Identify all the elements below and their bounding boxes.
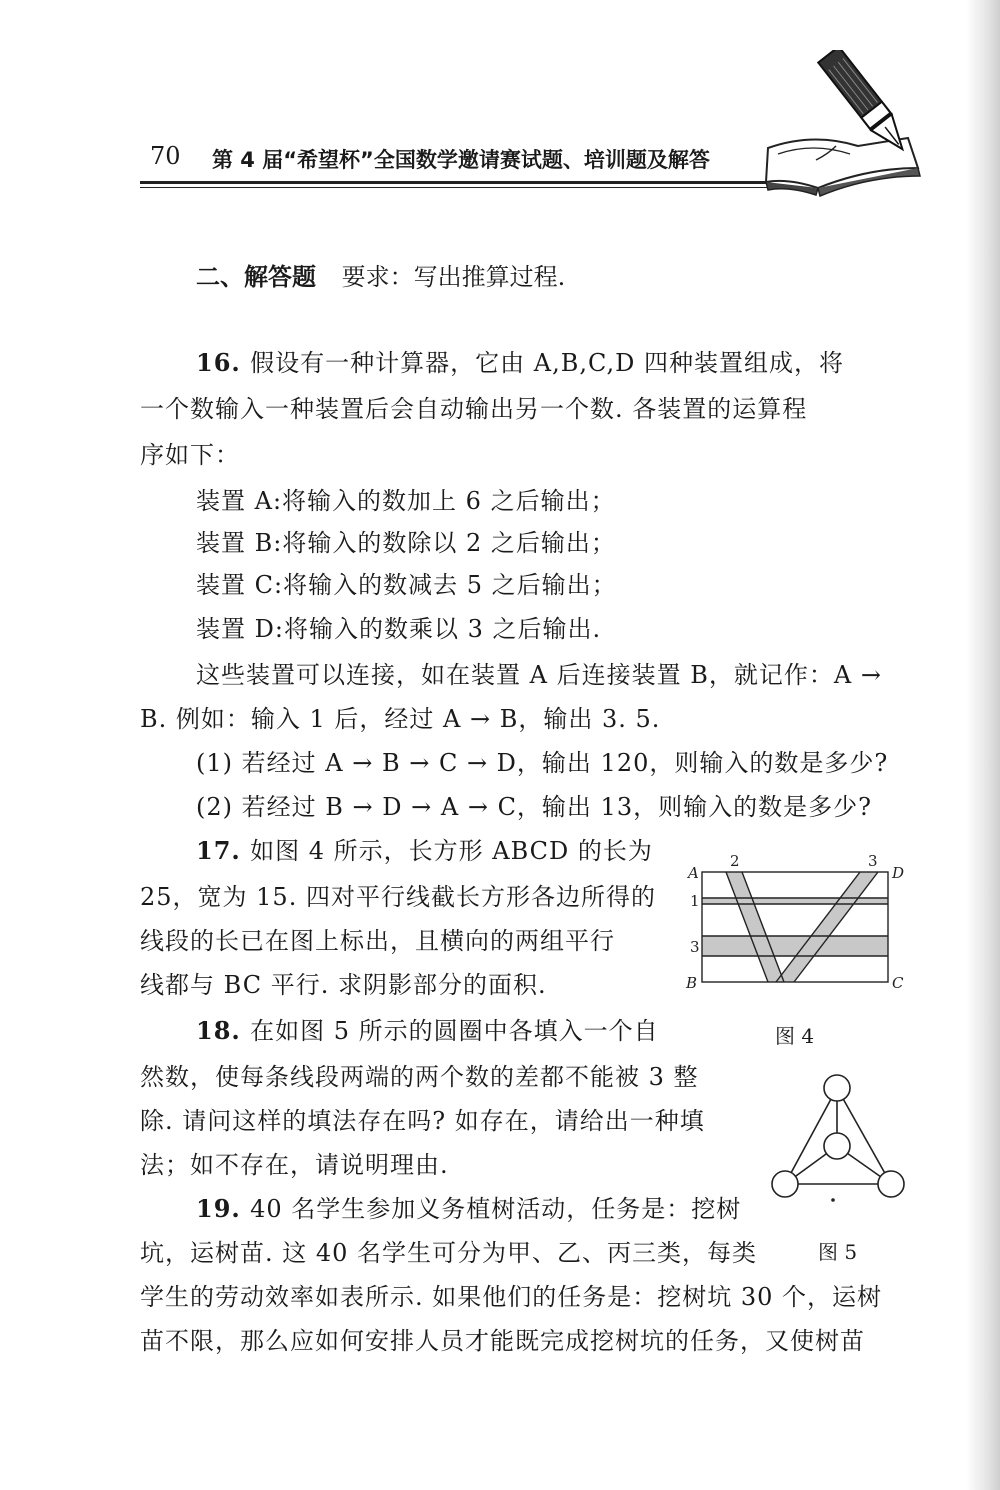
q19-line-2: 坑，运树苗. 这 40 名学生可分为甲、乙、丙三类，每类 — [140, 1239, 758, 1267]
band-left-slant — [726, 872, 784, 982]
band-lower — [702, 936, 888, 956]
section-requirement: 要求：写出推算过程. — [341, 263, 566, 291]
label-left-1: 1 — [690, 892, 700, 910]
figure-4-rectangle — [680, 850, 910, 1000]
q17-line-4: 线都与 BC 平行. 求阴影部分的面积. — [140, 971, 547, 999]
header-rule-thick — [140, 181, 770, 184]
q16-line-9: B. 例如：输入 1 后，经过 A → B，输出 3. 5. — [140, 705, 661, 733]
q16-sub-1: (1) 若经过 A → B → C → D，输出 120，则输入的数是多少? — [196, 749, 889, 777]
label-c: C — [892, 974, 904, 992]
q17-line-1: 17. 如图 4 所示，长方形 ABCD 的长为 — [196, 836, 653, 865]
question-number: 16. — [196, 348, 251, 377]
q17-line-3: 线段的长已在图上标出，且横向的两组平行 — [140, 927, 615, 955]
q16-device-a: 装置 A:将输入的数加上 6 之后输出； — [196, 487, 616, 515]
q16-device-b: 装置 B:将输入的数除以 2 之后输出； — [196, 529, 616, 557]
q16-device-d: 装置 D:将输入的数乘以 3 之后输出. — [196, 615, 602, 643]
label-top-3: 3 — [868, 852, 878, 870]
q16-line-8: 这些装置可以连接，如在装置 A 后连接装置 B，就记作：A → — [196, 661, 882, 689]
label-d: D — [892, 864, 905, 882]
page-edge-shadow — [966, 0, 1000, 1490]
label-left-3: 3 — [690, 938, 700, 956]
label-top-2: 2 — [730, 852, 740, 870]
q18-line-3: 除. 请问这样的填法存在吗? 如存在，请给出一种填 — [140, 1107, 705, 1135]
page-number: 70 — [150, 142, 181, 170]
question-number: 18. — [196, 1016, 251, 1045]
section-title — [196, 257, 565, 292]
q18-line-4: 法；如不存在，请说明理由. — [140, 1151, 449, 1179]
figure-5-caption: 图 5 — [818, 1240, 858, 1264]
q16-line-2: 一个数输入一种装置后会自动输出另一个数. 各装置的运算程 — [140, 395, 808, 423]
q16-line-1: 16. 假设有一种计算器，它由 A,B,C,D 四种装置组成，将 — [196, 348, 844, 377]
band-upper — [702, 898, 888, 904]
figure-5-circles-graph — [765, 1072, 915, 1202]
book-title: 第 4 届“希望杯”全国数学邀请赛试题、培训题及解答 — [212, 148, 710, 172]
q16-device-c: 装置 C:将输入的数减去 5 之后输出； — [196, 571, 617, 599]
pen-and-book-icon — [758, 50, 928, 200]
q16-line-3: 序如下： — [140, 441, 240, 469]
q18-line-2: 然数，使每条线段两端的两个数的差都不能被 3 整 — [140, 1063, 699, 1091]
running-header — [140, 138, 760, 178]
q19-line-1: 19. 40 名学生参加义务植树活动，任务是：挖树 — [196, 1194, 742, 1223]
q17-line-2: 25，宽为 15. 四对平行线截长方形各边所得的 — [140, 883, 656, 911]
label-b: B — [686, 974, 698, 992]
section-heading: 二、解答题 — [196, 263, 316, 291]
q18-line-1: 18. 在如图 5 所示的圆圈中各填入一个自 — [196, 1016, 659, 1045]
question-number: 17. — [196, 836, 251, 865]
header-rule-thin — [140, 187, 770, 188]
label-a: A — [688, 864, 699, 882]
q16-sub-2: (2) 若经过 B → D → A → C，输出 13，则输入的数是多少? — [196, 793, 872, 821]
figure-4-caption: 图 4 — [775, 1024, 815, 1048]
question-number: 19. — [196, 1194, 251, 1223]
band-right-slant — [776, 872, 878, 982]
q19-line-3: 学生的劳动效率如表所示. 如果他们的任务是：挖树坑 30 个，运树 — [140, 1283, 883, 1311]
q19-line-4: 苗不限，那么应如何安排人员才能既完成挖树坑的任务，又使树苗 — [140, 1327, 865, 1355]
